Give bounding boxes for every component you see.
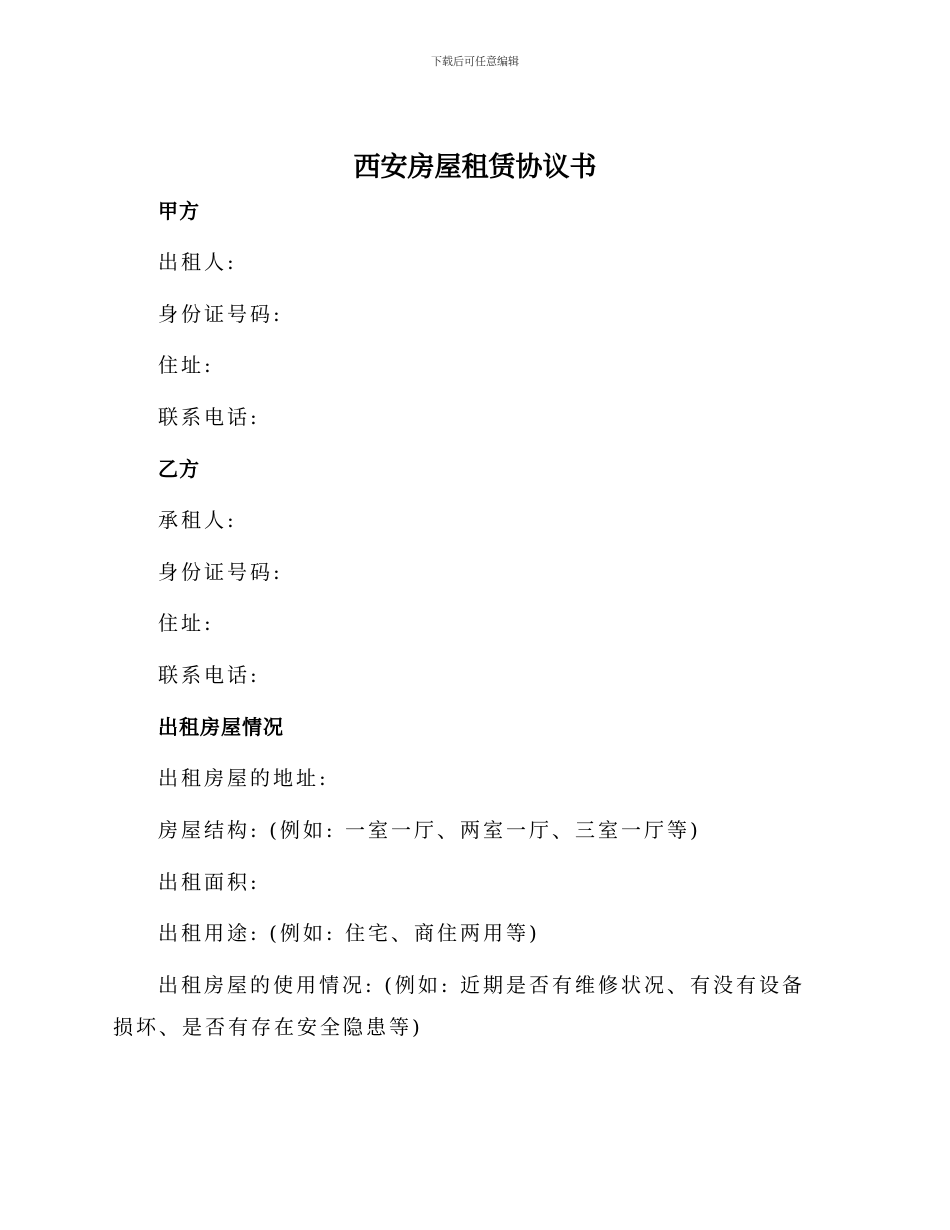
party-b-phone-field: 联系电话: [158,663,260,687]
party-a-lessor-field: 出租人: [158,250,237,274]
party-a-id-field: 身份证号码: [158,302,283,326]
property-area-field: 出租面积: [158,870,260,894]
property-structure-field: 房屋结构: (例如: 一室一厅、两室一厅、三室一厅等) [158,818,701,842]
party-a-heading: 甲方 [158,199,200,223]
property-address-field: 出租房屋的地址: [158,766,329,790]
party-b-heading: 乙方 [158,457,200,481]
party-b-address-field: 住址: [158,611,214,635]
page-header-note: 下载后可任意编辑 [431,55,519,68]
party-a-address-field: 住址: [158,353,214,377]
party-b-id-field: 身份证号码: [158,560,283,584]
party-a-phone-field: 联系电话: [158,405,260,429]
property-heading: 出租房屋情况 [158,715,284,739]
property-purpose-field: 出租用途: (例如: 住宅、商住两用等) [158,921,540,945]
document-title: 西安房屋租赁协议书 [353,152,597,183]
party-b-lessee-field: 承租人: [158,508,237,532]
property-usage-paragraph: 出租房屋的使用情况: (例如: 近期是否有维修状况、有没有设备损坏、是否有存在安全隐患等) [113,973,805,1039]
